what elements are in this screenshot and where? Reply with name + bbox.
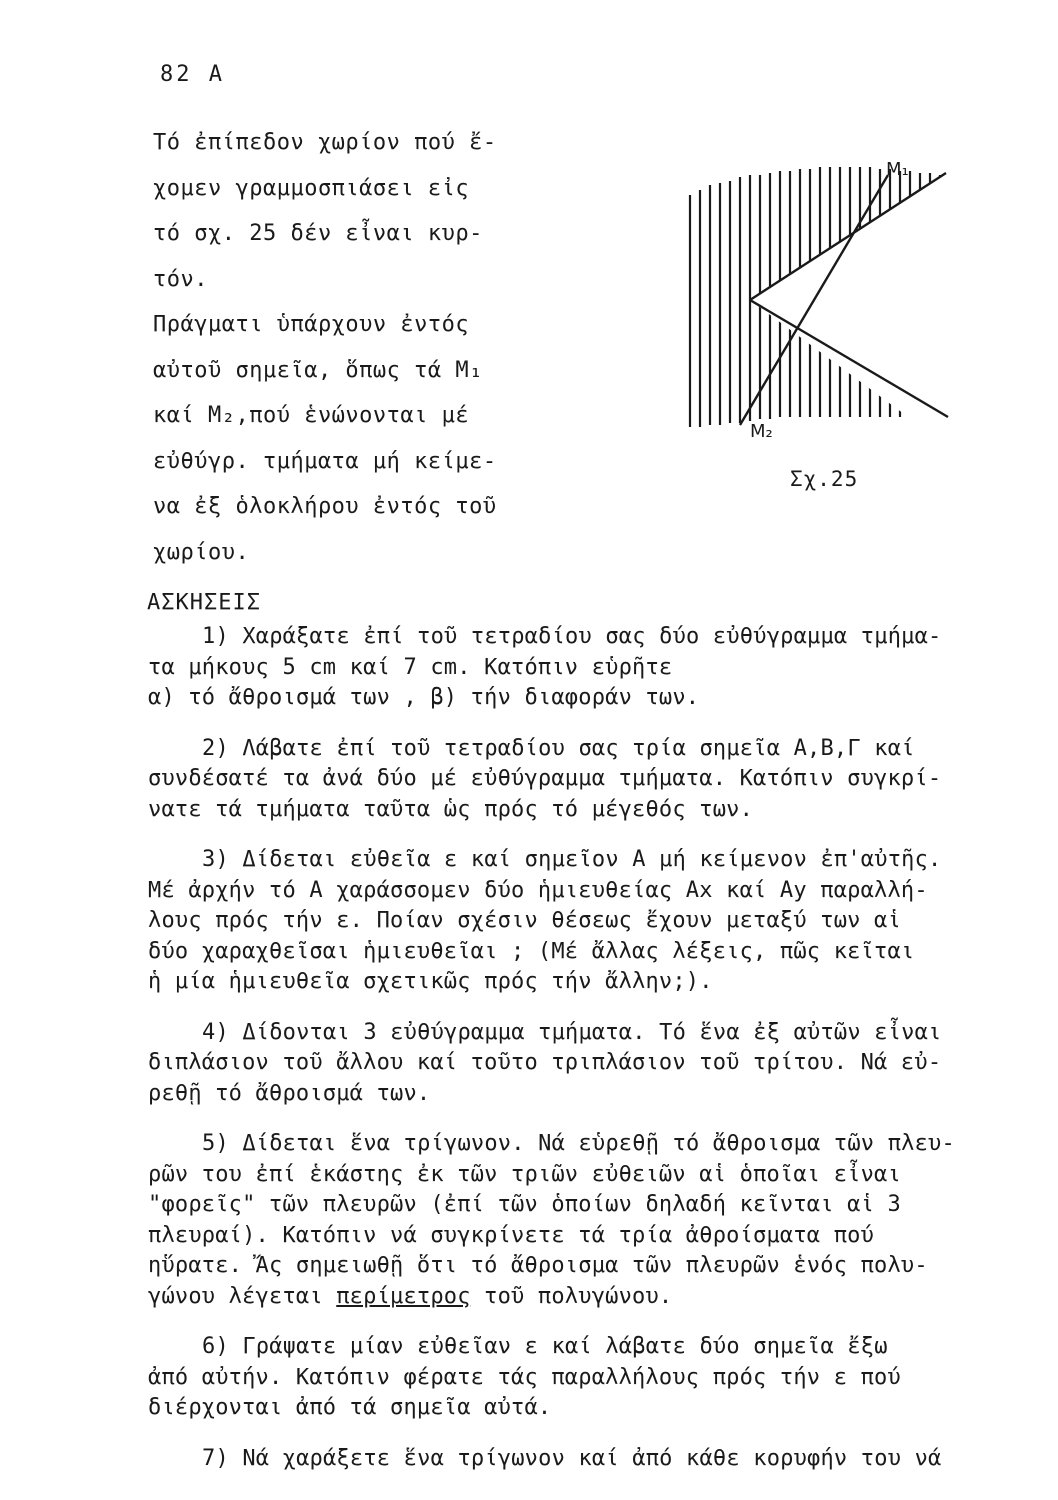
- exercise-5: [148, 1129, 1028, 1312]
- intro-line: Πράγματι ὑπάρχουν ἐντός: [153, 312, 470, 337]
- intro-line: τόν.: [153, 266, 208, 292]
- exercise-line: 5) Δίδεται ἕνα τρίγωνον. Νά εὑρεθῇ τό ἄθροισμα τῶν πλευ-: [202, 1131, 955, 1156]
- figure-25-diagram: [678, 155, 968, 465]
- exercise-line: "φορεῖς" τῶν πλευρῶν (ἐπί τῶν ὁποίων δηλαδή κεῖνται αἱ 3: [148, 1192, 901, 1217]
- exercise-2: [148, 734, 1028, 826]
- exercise-line: α) τό ἄθροισμά των , β) τήν διαφοράν των.: [148, 685, 700, 710]
- label-m1: M₁: [886, 159, 909, 180]
- exercise-text: τοῦ πολυγώνου.: [470, 1283, 673, 1309]
- exercise-line: δύο χαραχθεῖσαι ἡμιευθεῖαι ; (Μέ ἄλλας λέξεις, πῶς κεῖται: [148, 938, 915, 964]
- intro-line: χωρίου.: [153, 539, 250, 565]
- exercise-1: [148, 622, 1028, 714]
- figure-25: [678, 155, 968, 500]
- exercise-line: συνδέσατέ τα ἀνά δύο μέ εὐθύγραμμα τμήματα. Κατόπιν συγκρί-: [148, 766, 942, 791]
- exercise-line: 6) Γράψατε μίαν εὐθεῖαν ε καί λάβατε δύο σημεῖα ἔξω: [202, 1334, 888, 1359]
- label-m2: M₂: [750, 421, 773, 442]
- exercise-3: [148, 845, 1028, 998]
- term-perimeter: περίμετρος: [336, 1283, 471, 1309]
- exercise-line: 7) Νά χαράξετε ἕνα τρίγωνον καί ἀπό κάθε κορυφήν του νά: [202, 1445, 942, 1471]
- intro-line: καί M₂,πού ἑνώνονται μέ: [153, 403, 470, 428]
- intro-line: χομεν γραμμοσπιάσει εἰς: [153, 175, 470, 201]
- exercise-line: ηὕρατε. Ἄς σημειωθῇ ὅτι τό ἄθροισμα τῶν πλευρῶν ἑνός πολυ-: [148, 1253, 928, 1278]
- figure-caption: Σχ.25: [790, 467, 859, 491]
- intro-line: εὐθύγρ. τμήματα μή κείμε-: [153, 448, 497, 474]
- intro-line: να ἐξ ὁλοκλήρου ἐντός τοῦ: [153, 494, 497, 519]
- exercise-line: πλευραί). Κατόπιν νά συγκρίνετε τά τρία ἀθροίσματα πού: [148, 1222, 875, 1248]
- exercise-text: γώνου λέγεται: [148, 1283, 337, 1309]
- exercise-line: [148, 1282, 1028, 1313]
- page-number: 82 A: [160, 62, 225, 87]
- exercise-line: νατε τά τμήματα ταῦτα ὡς πρός τό μέγεθός των.: [148, 796, 754, 822]
- exercise-line: ρεθῇ τό ἄθροισμά των.: [148, 1080, 431, 1106]
- exercises-list: [148, 622, 1028, 1494]
- exercise-line: 3) Δίδεται εὐθεῖα ε καί σημεῖον A μή κείμενον ἐπ'αὐτῆς.: [202, 847, 942, 872]
- intro-paragraph: [153, 120, 553, 575]
- exercise-line: τα μήκους 5 cm καί 7 cm. Κατόπιν εὑρῆτε: [148, 654, 673, 680]
- exercise-line: 4) Δίδονται 3 εὐθύγραμμα τμήματα. Τό ἕνα ἐξ αὐτῶν εἶναι: [202, 1019, 942, 1045]
- exercises-heading: ΑΣΚΗΣΕΙΣ: [147, 590, 261, 615]
- intro-line: αὐτοῦ σημεῖα, ὅπως τά M₁: [153, 357, 483, 383]
- exercise-line: 1) Χαράξατε ἐπί τοῦ τετραδίου σας δύο εὐθύγραμμα τμήμα-: [202, 624, 942, 649]
- exercise-line: ἀπό αὐτήν. Κατόπιν φέρατε τάς παραλλήλους πρός τήν ε πού: [148, 1364, 901, 1390]
- exercise-line: ἡ μία ἡμιευθεῖα σχετικῶς πρός τήν ἄλλην;).: [148, 969, 713, 994]
- exercise-line: διέρχονται ἀπό τά σημεῖα αὐτά.: [148, 1395, 552, 1420]
- intro-line: τό σχ. 25 δέν εἶναι κυρ-: [153, 221, 483, 246]
- exercise-4: [148, 1018, 1028, 1110]
- exercise-7: [148, 1444, 1028, 1475]
- exercise-line: ρῶν του ἐπί ἑκάστης ἐκ τῶν τριῶν εὐθειῶν αἱ ὁποῖαι εἶναι: [148, 1161, 901, 1187]
- exercise-line: λους πρός τήν ε. Ποίαν σχέσιν θέσεως ἔχουν μεταξύ των αἱ: [148, 908, 901, 933]
- exercise-6: [148, 1332, 1028, 1424]
- intro-line: Τό ἐπίπεδον χωρίον πού ἔ-: [153, 130, 497, 155]
- exercise-line: 2) Λάβατε ἐπί τοῦ τετραδίου σας τρία σημεῖα A,B,Γ καί: [202, 735, 915, 761]
- exercise-line: Μέ ἀρχήν τό A χαράσσομεν δύο ἡμιευθείας Ax καί Ay παραλλή-: [148, 877, 928, 903]
- exercise-line: διπλάσιον τοῦ ἄλλου καί τοῦτο τριπλάσιον τοῦ τρίτου. Νά εὐ-: [148, 1050, 942, 1075]
